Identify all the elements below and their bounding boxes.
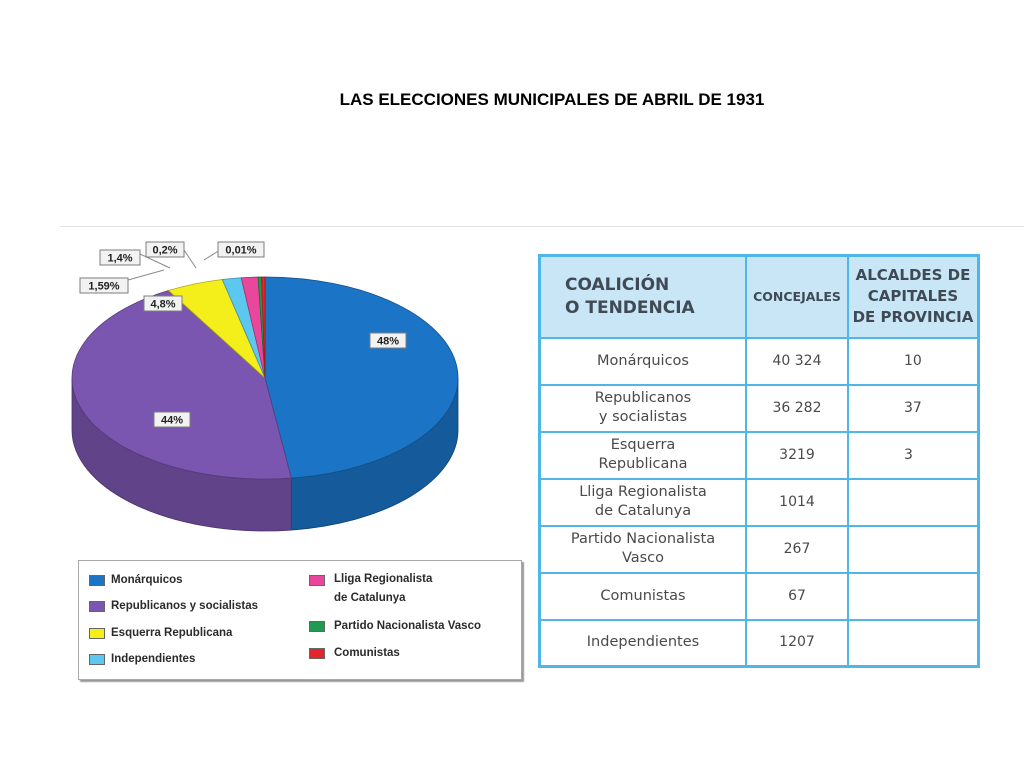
pie-label-partido-nacionalista-vasco: 0,2% (152, 244, 178, 257)
legend-swatch-comunistas (309, 648, 325, 659)
cell-alcaldes (848, 526, 979, 573)
legend-label-lliga-2: de Catalunya (334, 592, 406, 604)
cell-tendencia (540, 479, 747, 526)
header-alcaldes (848, 256, 979, 338)
cell-alcaldes: 3 (848, 432, 979, 479)
header-coalicion (540, 256, 747, 338)
divider (60, 226, 1024, 227)
cell-alcaldes (848, 620, 979, 667)
cell-tendencia-line1: Comunistas (600, 587, 686, 604)
header-alcaldes-line2: CAPITALES (867, 287, 959, 306)
cell-concejales: 267 (746, 526, 848, 573)
results-table (538, 254, 980, 668)
pie-chart (60, 228, 480, 558)
table-row (540, 620, 979, 667)
header-coalicion-line1: COALICIÓN (565, 274, 670, 295)
pie-label-independientes: 1,59% (88, 280, 120, 293)
table-row (540, 479, 979, 526)
cell-tendencia-line1: Esquerra (610, 437, 676, 453)
cell-tendencia-line1: Monárquicos (597, 352, 689, 369)
cell-alcaldes (848, 479, 979, 526)
cell-tendencia (540, 526, 747, 573)
legend-label-independientes: Independientes (111, 653, 196, 665)
legend-label-esquerra: Esquerra Republicana (111, 627, 233, 639)
pie-label-esquerra-republicana: 4,8% (150, 298, 176, 311)
header-coalicion-line2: O TENDENCIA (565, 297, 695, 318)
pie-top (72, 277, 458, 479)
legend-swatch-monarquicos (89, 575, 105, 586)
legend-label-republicanos: Republicanos y socialistas (111, 600, 259, 612)
table-body (540, 338, 979, 667)
cell-tendencia-line1: Lliga Regionalista (579, 484, 707, 500)
cell-concejales: 1207 (746, 620, 848, 667)
table-row (540, 432, 979, 479)
legend-label-monarquicos: Monárquicos (111, 574, 183, 586)
cell-tendencia (540, 385, 747, 432)
header-alcaldes-line3: DE PROVINCIA (852, 308, 974, 327)
cell-concejales: 67 (746, 573, 848, 620)
cell-alcaldes: 37 (848, 385, 979, 432)
cell-alcaldes (848, 573, 979, 620)
cell-concejales: 3219 (746, 432, 848, 479)
cell-concejales: 36 282 (746, 385, 848, 432)
legend-swatch-independientes (89, 654, 105, 665)
pie-label-republicanos-y-socialistas: 44% (160, 414, 184, 427)
table-row (540, 385, 979, 432)
cell-tendencia-line2: Vasco (621, 550, 665, 566)
cell-tendencia (540, 573, 747, 620)
pie-label-mon-rquicos: 48% (376, 335, 400, 348)
cell-concejales: 1014 (746, 479, 848, 526)
table-row (540, 573, 979, 620)
table-row (540, 338, 979, 385)
legend-swatch-pnv (309, 621, 325, 632)
cell-tendencia (540, 620, 747, 667)
cell-tendencia-line2: de Catalunya (594, 503, 692, 519)
legend-swatch-republicanos (89, 601, 105, 612)
cell-tendencia-line1: Independientes (586, 634, 700, 651)
cell-alcaldes: 10 (848, 338, 979, 385)
cell-concejales: 40 324 (746, 338, 848, 385)
header-concejales: CONCEJALES (746, 256, 848, 338)
legend-label-lliga-1: Lliga Regionalista (334, 573, 433, 585)
pie-leader-partido-nacionalista-vasco (184, 250, 196, 268)
legend-swatch-esquerra (89, 628, 105, 639)
chart-legend (78, 560, 522, 680)
cell-tendencia-line2: Republicana (598, 456, 688, 472)
pie-label-lliga-regionalista-de-catalunya: 1,4% (107, 252, 133, 265)
legend-swatch-lliga (309, 575, 325, 586)
cell-tendencia (540, 338, 747, 385)
table-row (540, 526, 979, 573)
pie-label-comunistas: 0,01% (225, 244, 257, 257)
legend-label-comunistas: Comunistas (334, 647, 400, 659)
header-alcaldes-line1: ALCALDES DE (855, 266, 971, 285)
legend-label-pnv: Partido Nacionalista Vasco (334, 620, 482, 632)
page-title: LAS ELECCIONES MUNICIPALES DE ABRIL DE 1931 (339, 90, 765, 109)
cell-tendencia-line1: Partido Nacionalista (570, 531, 716, 547)
cell-tendencia-line2: y socialistas (598, 409, 688, 425)
pie-leader-independientes (128, 270, 164, 280)
cell-tendencia (540, 432, 747, 479)
table-header-row (540, 256, 979, 338)
cell-tendencia-line1: Republicanos (594, 390, 692, 406)
